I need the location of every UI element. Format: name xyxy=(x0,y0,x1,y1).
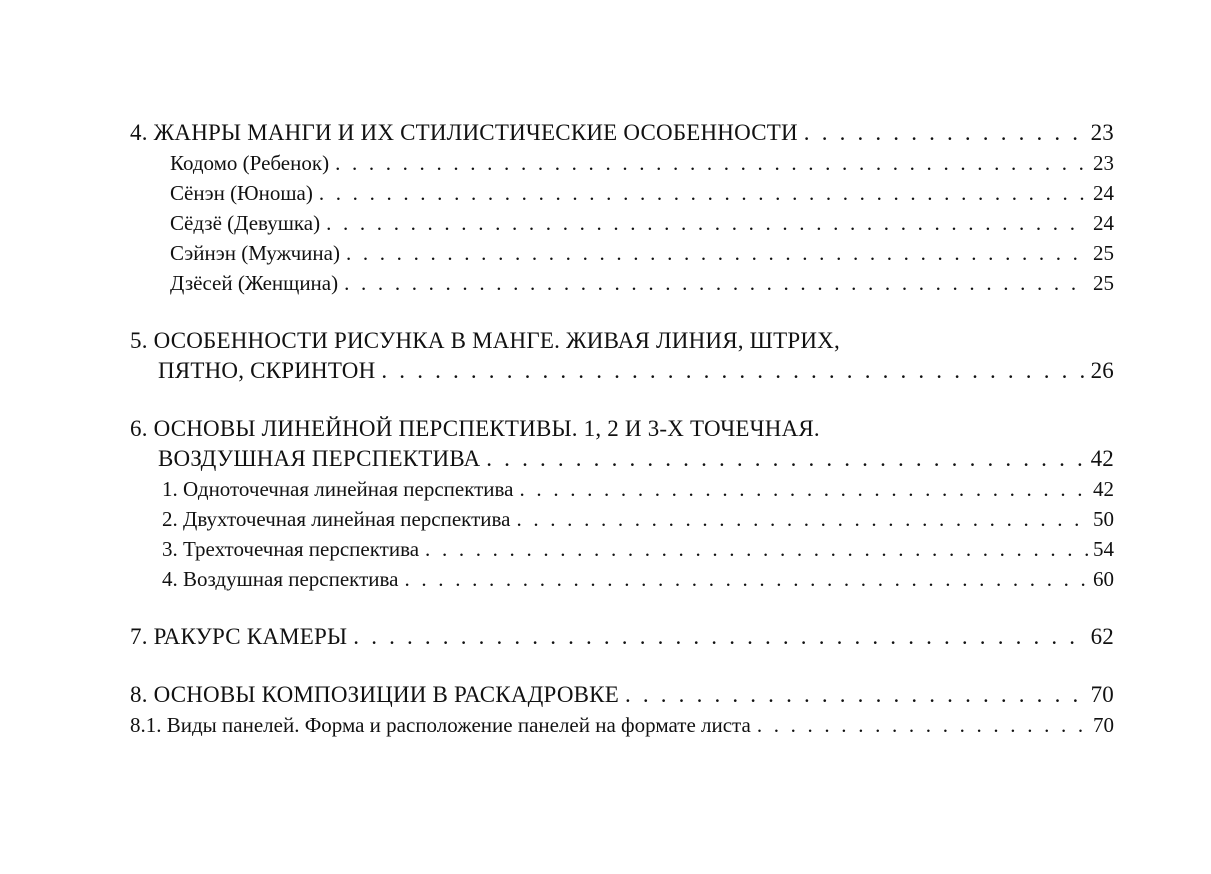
toc-entry-page: 50 xyxy=(1093,507,1114,531)
dot-leader xyxy=(419,534,1088,564)
toc-entry-title: 4. Воздушная перспектива xyxy=(162,567,399,591)
toc-entry-josei[interactable] xyxy=(130,268,1114,298)
dot-leader xyxy=(510,504,1088,534)
toc-entry-chapter-6[interactable] xyxy=(130,444,1114,474)
spacer xyxy=(130,594,1114,622)
toc-entry-page: 60 xyxy=(1093,567,1114,591)
toc-entry-page: 23 xyxy=(1090,120,1114,145)
spacer xyxy=(130,652,1114,680)
toc-entry-title: 1. Одноточечная линейная перспектива xyxy=(162,477,514,501)
toc-entry-chapter-5-line1[interactable]: 5. ОСОБЕННОСТИ РИСУНКА В МАНГЕ. ЖИВАЯ ЛИНИЯ, ШТРИХ, xyxy=(130,328,840,353)
toc-entry-one-point-perspective[interactable] xyxy=(130,474,1114,504)
toc-entry-title: 8.1. Виды панелей. Форма и расположение панелей на формате листа xyxy=(130,713,751,737)
toc-entry-title: Сэйнэн (Мужчина) xyxy=(170,241,340,265)
toc-entry-shojo[interactable] xyxy=(130,208,1114,238)
toc-entry-title: ПЯТНО, СКРИНТОН xyxy=(158,358,376,383)
toc-entry-page: 42 xyxy=(1090,446,1114,471)
dot-leader xyxy=(514,474,1088,504)
toc-entry-two-point-perspective[interactable] xyxy=(130,504,1114,534)
dot-leader xyxy=(751,710,1088,740)
toc-entry-title: 4. ЖАНРЫ МАНГИ И ИХ СТИЛИСТИЧЕСКИЕ ОСОБЕННОСТИ xyxy=(130,120,798,145)
toc-entry-title: ВОЗДУШНАЯ ПЕРСПЕКТИВА xyxy=(158,446,481,471)
toc-entry-panel-types[interactable] xyxy=(130,710,1114,740)
toc-entry-title: 2. Двухточечная линейная перспектива xyxy=(162,507,511,531)
toc-entry-page: 24 xyxy=(1093,211,1114,235)
toc-entry-title: Сёнэн (Юноша) xyxy=(170,181,313,205)
toc-entry-title: Кодомо (Ребенок) xyxy=(170,151,330,175)
dot-leader xyxy=(320,208,1088,238)
dot-leader xyxy=(329,148,1088,178)
dot-leader xyxy=(340,238,1088,268)
toc-entry-title: Сёдзё (Девушка) xyxy=(170,211,321,235)
toc-entry-page: 70 xyxy=(1093,713,1114,737)
toc-entry-page: 23 xyxy=(1093,151,1114,175)
dot-leader xyxy=(313,178,1088,208)
toc-entry-page: 26 xyxy=(1090,358,1114,383)
toc-entry-title: 7. РАКУРС КАМЕРЫ xyxy=(130,624,348,649)
toc-entry-chapter-5[interactable] xyxy=(130,356,1114,386)
toc-entry-page: 25 xyxy=(1093,241,1114,265)
toc-entry-shonen[interactable] xyxy=(130,178,1114,208)
spacer xyxy=(130,298,1114,326)
toc-entry-chapter-7[interactable] xyxy=(130,622,1114,652)
toc-entry-kodomo[interactable] xyxy=(130,148,1114,178)
dot-leader xyxy=(375,356,1088,386)
toc-entry-page: 54 xyxy=(1093,537,1114,561)
toc-entry-chapter-8[interactable] xyxy=(130,680,1114,710)
dot-leader xyxy=(798,118,1088,148)
table-of-contents xyxy=(130,118,1114,740)
toc-entry-aerial-perspective[interactable] xyxy=(130,564,1114,594)
toc-entry-title: 8. ОСНОВЫ КОМПОЗИЦИИ В РАСКАДРОВКЕ xyxy=(130,682,619,707)
toc-entry-page: 62 xyxy=(1090,624,1114,649)
toc-entry-page: 70 xyxy=(1090,682,1114,707)
toc-entry-chapter-4[interactable] xyxy=(130,118,1114,148)
dot-leader xyxy=(347,622,1088,652)
toc-entry-page: 42 xyxy=(1093,477,1114,501)
toc-entry-three-point-perspective[interactable] xyxy=(130,534,1114,564)
toc-entry-chapter-6-line1[interactable]: 6. ОСНОВЫ ЛИНЕЙНОЙ ПЕРСПЕКТИВЫ. 1, 2 И 3-Х ТОЧЕЧНАЯ. xyxy=(130,416,820,441)
dot-leader xyxy=(399,564,1089,594)
dot-leader xyxy=(619,680,1088,710)
dot-leader xyxy=(480,444,1088,474)
toc-entry-title: Дзёсей (Женщина) xyxy=(170,271,339,295)
toc-entry-seinen[interactable] xyxy=(130,238,1114,268)
toc-entry-title: 3. Трехточечная перспектива xyxy=(162,537,420,561)
spacer xyxy=(130,386,1114,414)
toc-entry-page: 24 xyxy=(1093,181,1114,205)
toc-entry-page: 25 xyxy=(1093,271,1114,295)
dot-leader xyxy=(338,268,1088,298)
